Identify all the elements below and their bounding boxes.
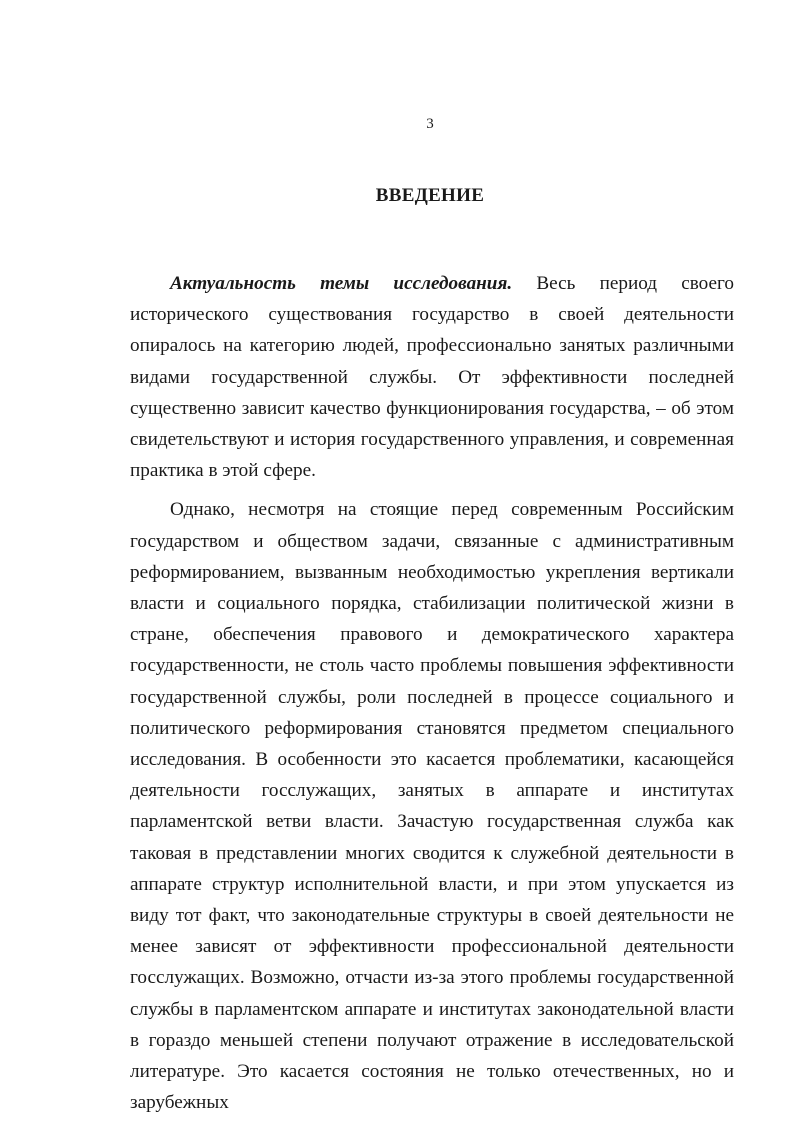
body-text <box>130 268 734 1126</box>
paragraph-text: Однако, несмотря на стоящие перед современным Российским государством и обществом задачи, связанные с административным реформированием, вызванным необходимостью укрепления вертикали власти и социального порядка, стабилизации политической жизни в стране, обеспечения правового и демократического характера государственности, не столь часто проблемы повышения эффективности государственной службы, роли последней в процессе социального и политического реформирования становятся предметом специального исследования. В особенности это касается проблематики, касающейся деятельности госслужащих, занятых в аппарате и институтах парламентской ветви власти. Зачастую государственная служба как таковая в представлении многих сводится к служебной деятельности в аппарате структур исполнительной власти, и при этом упускается из виду тот факт, что законодательные структуры в своей деятельности не менее зависят от эффективности профессиональной деятельности госслужащих. Возможно, отчасти из-за этого проблемы государственной службы в парламентском аппарате и институтах законодательной власти в гораздо меньшей степени получают отражение в исследовательской литературе. Это касается состояния не только отечественных, но и зарубежных <box>130 499 734 1114</box>
page-title: ВВЕДЕНИЕ <box>375 185 485 206</box>
paragraph-lead: Актуальность темы исследования. <box>170 273 513 294</box>
paragraph-however <box>130 494 734 1118</box>
paragraph-text: Весь период своего исторического существования государство в своей деятельности опиралось на категорию людей, профессионально занятых различными видами государственной службы. От эффективности последней существенно зависит качество функционирования государства, – об этом свидетельствуют и история государственного управления, и современная практика в этой сфере. <box>130 273 734 482</box>
paragraph-relevance <box>130 268 734 486</box>
page-number: 3 <box>426 116 434 132</box>
